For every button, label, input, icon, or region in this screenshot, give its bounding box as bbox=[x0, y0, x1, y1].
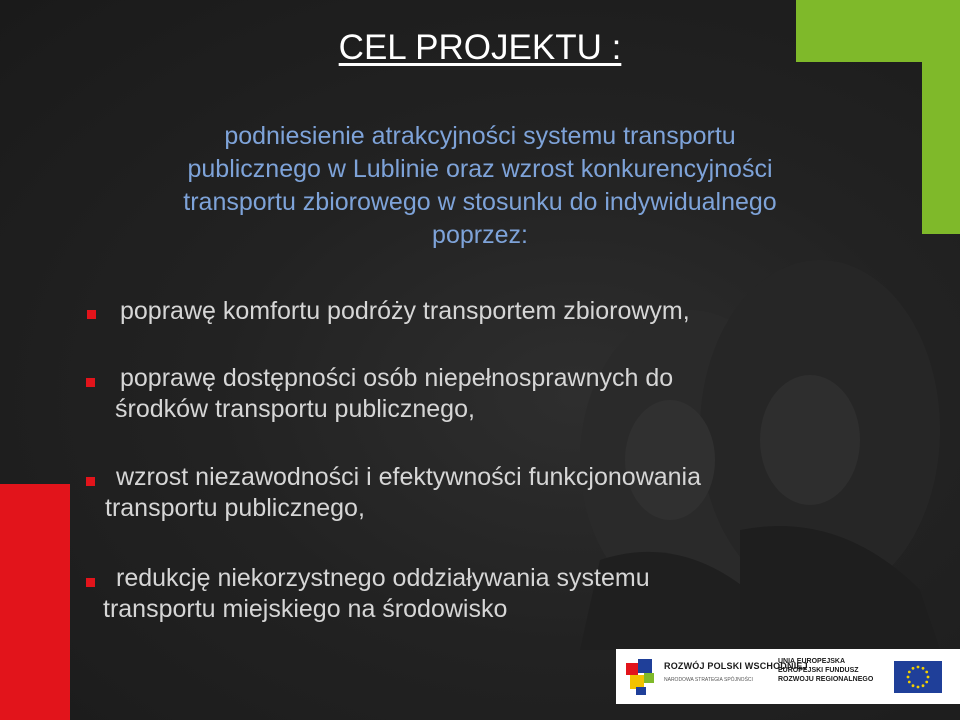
eu-logo-line: UNIA EUROPEJSKA bbox=[778, 658, 846, 665]
bullet-line: transportu publicznego, bbox=[105, 494, 365, 522]
footer-logo-strip bbox=[616, 649, 960, 704]
bullet-line: wzrost niezawodności i efektywności funkcjonowania bbox=[116, 463, 702, 491]
eu-logo-line: EUROPEJSKI FUNDUSZ bbox=[778, 667, 859, 674]
bullet-line: redukcję niekorzystnego oddziaływania systemu bbox=[116, 564, 650, 592]
intro-text bbox=[60, 120, 900, 252]
red-square-bullet-icon bbox=[86, 578, 95, 587]
bullet-item-reliability bbox=[105, 462, 825, 524]
intro-line: poprzez: bbox=[432, 221, 528, 249]
bullet-line: poprawę dostępności osób niepełnosprawnych do bbox=[120, 364, 674, 392]
bullet-item-accessibility bbox=[115, 363, 835, 425]
bullet-line: transportu miejskiego na środowisko bbox=[103, 595, 508, 623]
intro-line: podniesienie atrakcyjności systemu transportu bbox=[224, 122, 736, 150]
red-square-bullet-icon bbox=[86, 378, 95, 387]
intro-line: publicznego w Lublinie oraz wzrost konkurencyjności bbox=[187, 155, 773, 183]
rozwoj-polski-logo-subtext: NARODOWA STRATEGIA SPÓJNOŚCI bbox=[664, 677, 753, 683]
red-accent-block bbox=[0, 484, 70, 720]
red-square-bullet-icon bbox=[87, 310, 96, 319]
bullet-item-comfort bbox=[120, 296, 840, 327]
intro-line: transportu zbiorowego w stosunku do indywidualnego bbox=[183, 188, 777, 216]
eu-logo-text bbox=[778, 657, 873, 684]
eu-flag-icon bbox=[894, 661, 942, 693]
rozwoj-polski-logo-text: ROZWÓJ POLSKI WSCHODNIEJ bbox=[664, 661, 808, 671]
green-accent-block-right bbox=[922, 62, 960, 234]
bullet-item-environment bbox=[103, 563, 823, 625]
red-square-bullet-icon bbox=[86, 477, 95, 486]
eu-logo-line: ROZWOJU REGIONALNEGO bbox=[778, 676, 874, 683]
slide-title: CEL PROJEKTU : bbox=[338, 28, 622, 67]
rozwoj-polski-logo-icon bbox=[624, 657, 658, 697]
bullet-line: poprawę komfortu podróży transportem zbiorowym, bbox=[120, 297, 690, 325]
bullet-line: środków transportu publicznego, bbox=[115, 395, 475, 423]
